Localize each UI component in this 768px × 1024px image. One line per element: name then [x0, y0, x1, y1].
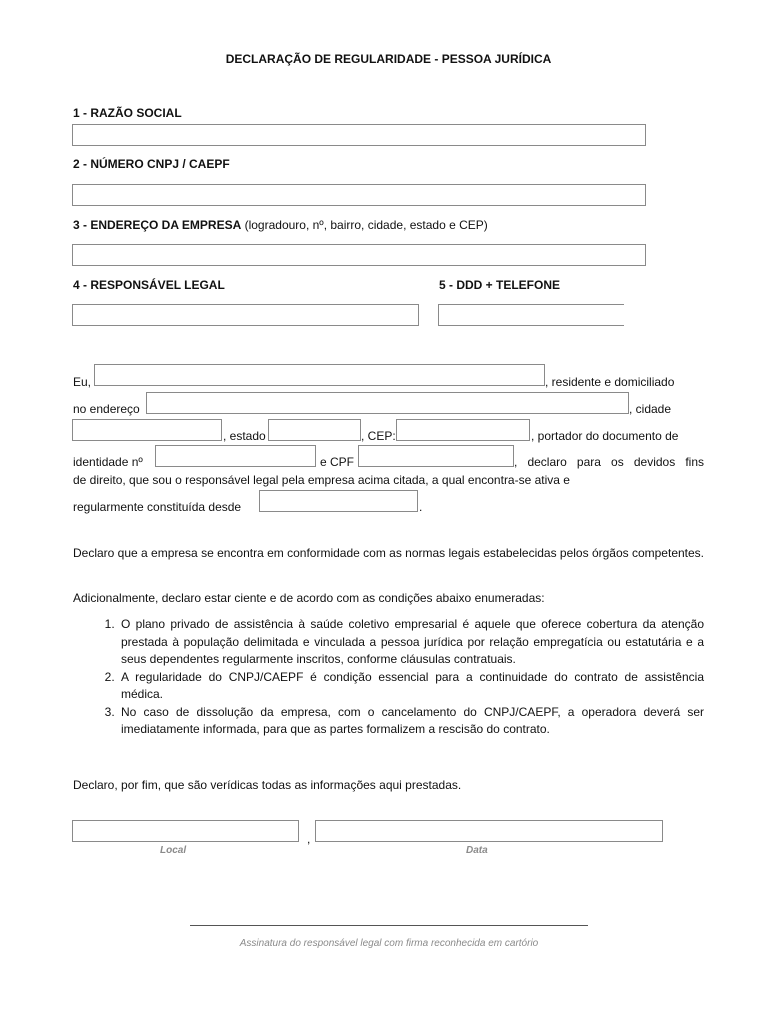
document-title: DECLARAÇÃO DE REGULARIDADE - PESSOA JURÍDICA — [225, 52, 552, 66]
telefone-input[interactable] — [438, 304, 624, 326]
no-endereco-text: no endereço — [73, 402, 140, 416]
declaro-para-text: , declaro para os devidos fins — [514, 455, 704, 469]
signature-line — [190, 925, 588, 926]
cep-text: , CEP: — [361, 429, 396, 443]
regularmente-text: regularmente constituída desde — [73, 500, 242, 514]
declarant-name-input[interactable] — [94, 364, 545, 386]
date-caption: Data — [466, 845, 488, 856]
declarant-state-input[interactable] — [268, 419, 361, 441]
endereco-input[interactable] — [72, 244, 646, 266]
condition-item: 2. A regularidade do CNPJ/CAEPF é condição essencial para a continuidade do contrato de assistência médica. — [118, 669, 704, 704]
razao-social-input[interactable] — [72, 124, 646, 146]
telefone-label: 5 - DDD + TELEFONE — [439, 278, 561, 292]
residente-text: , residente e domiciliado — [545, 375, 675, 389]
endereco-label-group — [73, 218, 488, 233]
cpf-input[interactable] — [358, 445, 514, 467]
e-cpf-text: e CPF — [320, 455, 355, 469]
additional-paragraph: Adicionalmente, declaro estar ciente e de acordo com as condições abaixo enumeradas: — [73, 591, 545, 605]
direito-text: de direito, que sou o responsável legal pela empresa acima citada, a qual encontra-se ativa e — [73, 473, 570, 487]
endereco-hint: (logradouro, nº, bairro, cidade, estado e CEP) — [244, 218, 488, 232]
responsavel-input[interactable] — [72, 304, 419, 326]
endereco-label: 3 - ENDEREÇO DA EMPRESA — [73, 218, 242, 232]
date-input[interactable] — [315, 820, 663, 842]
razao-social-label: 1 - RAZÃO SOCIAL — [73, 106, 182, 120]
eu-text: Eu, — [73, 375, 92, 389]
cidade-text: , cidade — [629, 402, 672, 416]
condition-item: 3. No caso de dissolução da empresa, com o cancelamento do CNPJ/CAEPF, a operadora deverá ser imediatamente informada, para que as partes formalizem a rescisão do contrato. — [118, 704, 704, 739]
declarant-cep-input[interactable] — [396, 419, 530, 441]
signature-caption: Assinatura do responsável legal com firma reconhecida em cartório — [239, 938, 539, 949]
conformity-paragraph: Declaro que a empresa se encontra em conformidade com as normas legais estabelecidas pelos órgãos competentes. — [73, 546, 705, 560]
identidade-text: identidade nº — [73, 455, 143, 469]
declarant-address-input[interactable] — [146, 392, 629, 414]
constitution-date-input[interactable] — [259, 490, 418, 512]
local-input[interactable] — [72, 820, 299, 842]
portador-text: , portador do documento de — [531, 429, 679, 443]
comma-separator: , — [307, 832, 311, 846]
identity-number-input[interactable] — [155, 445, 316, 467]
estado-text: , estado — [223, 429, 266, 443]
final-paragraph: Declaro, por fim, que são verídicas todas as informações aqui prestadas. — [73, 778, 462, 792]
condition-item: 1. O plano privado de assistência à saúde coletivo empresarial é aquele que oferece cobertura da atenção prestada à população delimitada e vinculada a pessoa jurídica por relação empregatícia ou estatutária e a seus dependentes regularmente inscritos, conforme cláusulas contratuais. — [118, 616, 704, 669]
cnpj-input[interactable] — [72, 184, 646, 206]
declarant-city-input[interactable] — [72, 419, 222, 441]
local-caption: Local — [160, 845, 187, 856]
conditions-list — [73, 616, 704, 739]
period-text: . — [419, 500, 423, 514]
cnpj-label: 2 - NÚMERO CNPJ / CAEPF — [73, 157, 230, 171]
responsavel-label: 4 - RESPONSÁVEL LEGAL — [73, 278, 225, 292]
